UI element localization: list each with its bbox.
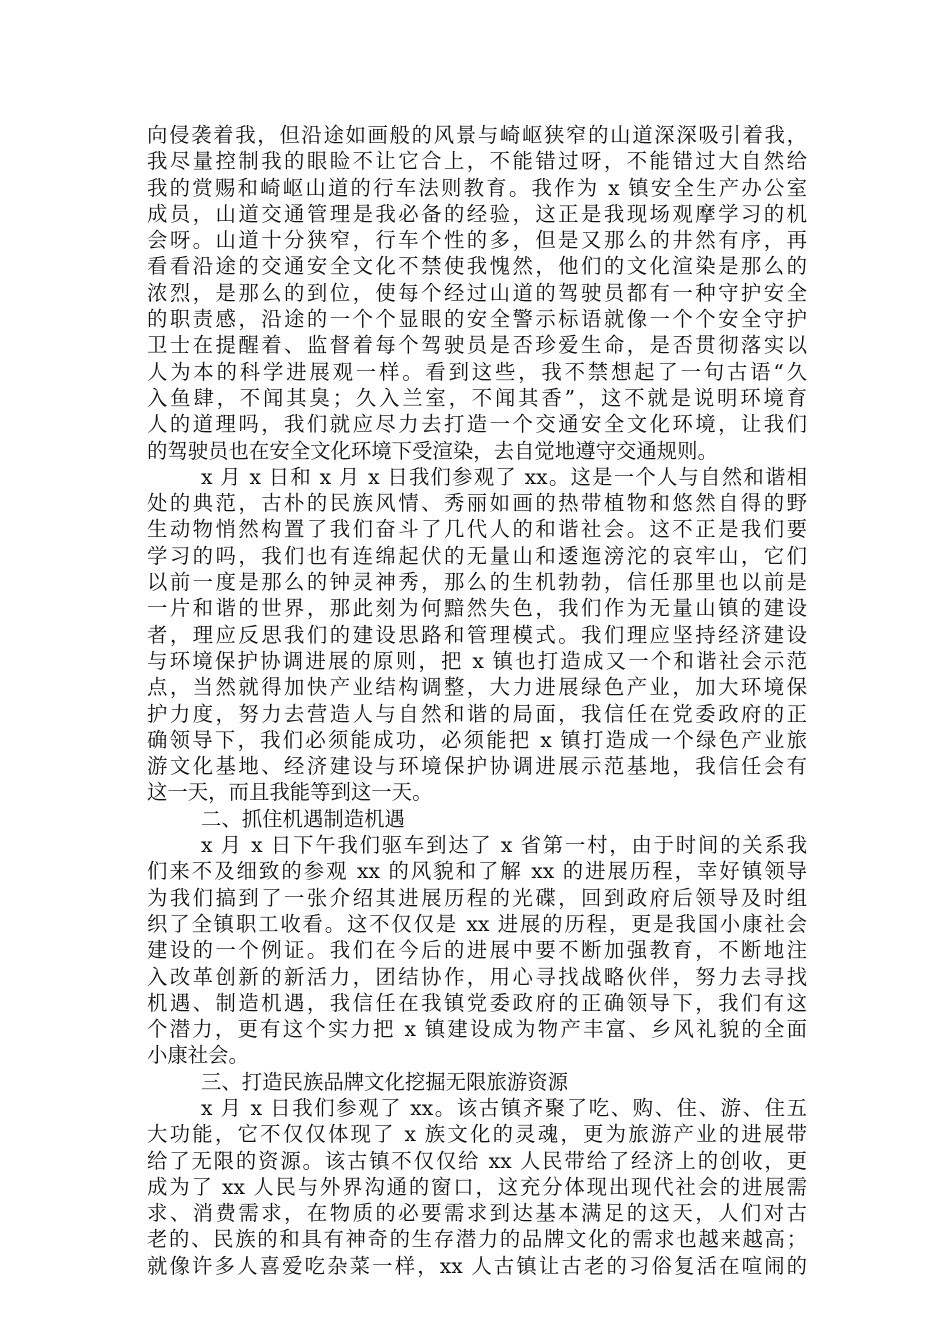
text-line: 小康社会。 <box>147 1043 249 1068</box>
text-line: 人为本的科学进展观一样。看到这些，我不禁想起了一句古语“久 <box>147 359 807 384</box>
text-line: 老的、民族的和具有神奇的生存潜力的品牌文化的需求也越来越高； <box>147 1227 807 1252</box>
text-line: 的驾驶员也在安全文化环境下受渲染，去自觉地遵守交通规则。 <box>147 438 718 463</box>
paragraph <box>147 806 807 832</box>
text-line: 为我们搞到了一张介绍其进展历程的光碟，回到政府后领导及时组 <box>147 885 807 910</box>
text-line: 者，理应反思我们的建设思路和管理模式。我们理应坚持经济建设 <box>147 622 807 647</box>
text-line: 机遇、制造机遇，我信任在我镇党委政府的正确领导下，我们有这 <box>147 990 807 1015</box>
paragraph <box>147 122 807 464</box>
text-line: 大功能，它不仅仅体现了 x 族文化的灵魂，更为旅游产业的进展带 <box>147 1122 807 1147</box>
text-line: 处的典范，古朴的民族风情、秀丽如画的热带植物和悠然自得的野 <box>147 491 807 516</box>
text-line: 点，当然就得加快产业结构调整，大力进展绿色产业，加大环境保 <box>147 675 807 700</box>
text-line: 建设的一个例证。我们在今后的进展中要不断加强教育，不断地注 <box>147 938 807 963</box>
text-line: 织了全镇职工收看。这不仅仅是 xx 进展的历程，更是我国小康社会 <box>147 911 807 936</box>
text-line: 这一天，而且我能等到这一天。 <box>147 780 433 805</box>
text-line: 我的赏赐和崎岖山道的行车法则教育。我作为 x 镇安全生产办公室 <box>147 175 807 200</box>
text-line: 卫士在提醒着、监督着每个驾驶员是否珍爱生命，是否贯彻落实以 <box>147 333 807 358</box>
text-line: 一片和谐的世界，那此刻为何黯然失色，我们作为无量山镇的建设 <box>147 596 807 621</box>
paragraph <box>147 832 807 1069</box>
paragraph <box>147 1095 807 1279</box>
text-line: 二、抓住机遇制造机遇 <box>201 806 405 831</box>
text-line: 们来不及细致的参观 xx 的风貌和了解 xx 的进展历程，幸好镇领导 <box>147 859 807 884</box>
text-line: 就像许多人喜爱吃杂菜一样，xx 人古镇让古老的习俗复活在喧闹的 <box>147 1253 807 1278</box>
text-line: 给了无限的资源。该古镇不仅仅给 xx 人民带给了经济上的创收，更 <box>147 1148 807 1173</box>
text-line: 成为了 xx 人民与外界沟通的窗口，这充分体现出现代社会的进展需 <box>147 1174 807 1199</box>
text-line: 以前一度是那么的钟灵神秀，那么的生机勃勃，信任那里也以前是 <box>147 570 807 595</box>
text-line: x 月 x 日我们参观了 xx。该古镇齐聚了吃、购、住、游、住五 <box>201 1095 807 1120</box>
text-line: 游文化基地、经济建设与环境保护协调进展示范基地，我信任会有 <box>147 754 807 779</box>
text-line: 入鱼肆，不闻其臭；久入兰室，不闻其香”，这不就是说明环境育 <box>147 385 807 410</box>
text-line: 学习的吗，我们也有连绵起伏的无量山和逶迤滂沱的哀牢山，它们 <box>147 543 807 568</box>
paragraph <box>147 464 807 806</box>
text-line: 与环境保护协调进展的原则，把 x 镇也打造成又一个和谐社会示范 <box>147 648 807 673</box>
text-line: 的职责感，沿途的一个个显眼的安全警示标语就像一个个安全守护 <box>147 307 807 332</box>
text-line: x 月 x 日和 x 月 x 日我们参观了 xx。这是一个人与自然和谐相 <box>201 464 807 489</box>
text-line: 护力度，努力去营造人与自然和谐的局面，我信任在党委政府的正 <box>147 701 807 726</box>
text-line: 我尽量控制我的眼睑不让它合上，不能错过呀，不能错过大自然给 <box>147 149 807 174</box>
text-line: 三、打造民族品牌文化挖掘无限旅游资源 <box>201 1069 569 1094</box>
text-line: 看看沿途的交通安全文化不禁使我愧然，他们的文化渲染是那么的 <box>147 254 807 279</box>
paragraph <box>147 1069 807 1095</box>
text-line: 浓烈，是那么的到位，使每个经过山道的驾驶员都有一种守护安全 <box>147 280 807 305</box>
text-line: 生动物悄然构置了我们奋斗了几代人的和谐社会。这不正是我们要 <box>147 517 807 542</box>
text-line: x 月 x 日下午我们驱车到达了 x 省第一村，由于时间的关系我 <box>201 833 807 858</box>
text-line: 向侵袭着我，但沿途如画般的风景与崎岖狭窄的山道深深吸引着我， <box>147 123 807 147</box>
text-line: 个潜力，更有这个实力把 x 镇建设成为物产丰富、乡风礼貌的全面 <box>147 1017 807 1042</box>
text-line: 人的道理吗，我们就应尽力去打造一个交通安全文化环境，让我们 <box>147 412 807 437</box>
text-line: 求、消费需求，在物质的必要需求到达基本满足的这天，人们对古 <box>147 1201 807 1226</box>
document-body <box>147 122 807 1279</box>
text-line: 入改革创新的新活力，团结协作，用心寻找战略伙伴，努力去寻找 <box>147 964 807 989</box>
text-line: 会呀。山道十分狭窄，行车个性的多，但是又那么的井然有序，再 <box>147 228 807 253</box>
text-line: 成员，山道交通管理是我必备的经验，这正是我现场观摩学习的机 <box>147 201 807 226</box>
text-line: 确领导下，我们必须能成功，必须能把 x 镇打造成一个绿色产业旅 <box>147 727 807 752</box>
